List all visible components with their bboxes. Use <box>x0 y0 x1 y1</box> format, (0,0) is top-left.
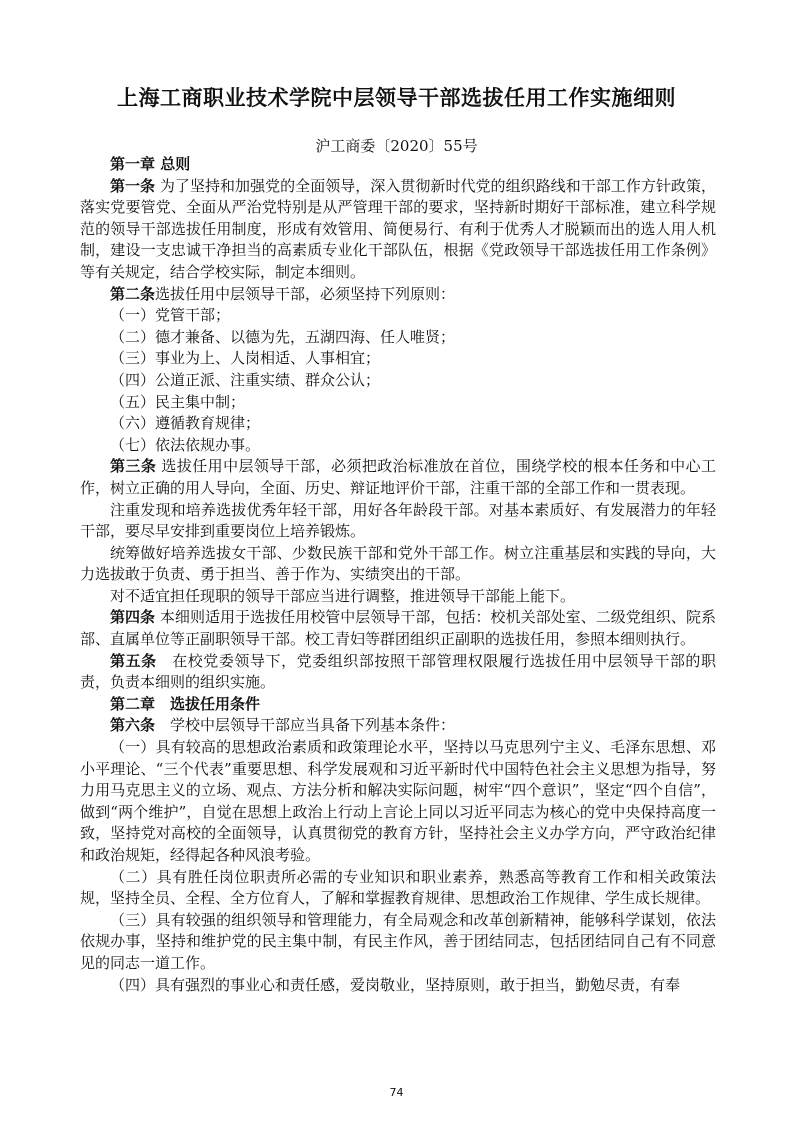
condition-item: （三）具有较强的组织领导和管理能力，有全局观念和改革创新精神，能够科学谋划，依法依规办事，坚持和维护党的民主集中制，有民主作风，善于团结同志，包括团结同自己有不同意见的同志一道工作。 <box>80 910 716 972</box>
chapter-heading: 第二章 选拔任用条件 <box>110 694 261 713</box>
list-item: （一）党管干部； <box>110 306 231 325</box>
article-lead: 第三条 <box>110 457 157 476</box>
page-number: 74 <box>389 1086 404 1099</box>
list-item: （二）德才兼备、以德为先，五湖四海、任人唯贤； <box>110 327 456 346</box>
list-item: （五）民主集中制； <box>110 392 246 411</box>
document-body <box>80 154 716 996</box>
list-item: （四）公道正派、注重实绩、群众公认； <box>110 370 381 389</box>
article-lead: 第四条 <box>110 608 156 627</box>
article-lead: 第六条 <box>110 716 156 735</box>
document-title: 上海工商职业技术学院中层领导干部选拔任用工作实施细则 <box>117 86 676 110</box>
article-lead: 第五条 <box>110 651 157 670</box>
list-item: （六）遵循教育规律； <box>110 414 261 433</box>
condition-item: （四）具有强烈的事业心和责任感，爱岗敬业，坚持原则，敢于担当，勤勉尽责，有奉 <box>110 975 681 994</box>
article-3 <box>80 456 716 499</box>
paragraph: 注重发现和培养选拔优秀年轻干部，用好各年龄段干部。对基本素质好、有发展潜力的年轻干部，要尽早安排到重要岗位上培养锻炼。 <box>80 500 716 541</box>
chapter-heading: 第一章 总则 <box>110 155 191 173</box>
article-text: 选拔任用中层领导干部，必须坚持下列原则： <box>155 284 456 303</box>
article-text: 学校中层领导干部应当具备下列基本条件： <box>155 716 456 735</box>
article-text: 选拔任用中层领导干部，必须把政治标准放在首位，围绕学校的根本任务和中心工作，树立正确的用人导向，全面、历史、辩证地评价干部，注重干部的全部工作和一贯表现。 <box>80 457 716 497</box>
condition-item: （一）具有较高的思想政治素质和政策理论水平，坚持以马克思列宁主义、毛泽东思想、邓小平理论、“三个代表”重要思想、科学发展观和习近平新时代中国特色社会主义思想为指导，努力用马克思主义的立场、观点、方法分析和解决实际问题，树牢“四个意识”，坚定“四个自信”，做到“两个维护”，自觉在思想上政治上行动上言论上同以习近平同志为核心的党中央保持高度一致，坚持党对高校的全面领导，认真贯彻党的教育方针，坚持社会主义办学方向，严守政治纪律和政治规矩，经得起各种风浪考验。 <box>80 738 716 864</box>
article-4 <box>80 607 716 650</box>
paragraph: 对不适宜担任现职的领导干部应当进行调整，推进领导干部能上能下。 <box>110 586 576 605</box>
article-lead: 第二条 <box>110 284 156 303</box>
article-1 <box>80 176 716 284</box>
paragraph: 统筹做好培养选拔女干部、少数民族干部和党外干部工作。树立注重基层和实践的导向，大力选拔敢于负责、勇于担当、善于作为、实绩突出的干部。 <box>80 543 716 584</box>
article-text: 在校党委领导下，党委组织部按照干部管理权限履行选拔任用中层领导干部的职责，负责本细则的组织实施。 <box>80 651 716 692</box>
list-item: （七）依法依规办事。 <box>110 435 261 454</box>
article-6 <box>80 715 716 737</box>
article-text: 为了坚持和加强党的全面领导，深入贯彻新时代党的组织路线和干部工作方针政策，落实党要管党、全面从严治党特别是从严管理干部的要求，坚持新时期好干部标准，建立科学规范的领导干部选拔任用制度，形成有效管用、简便易行、有利于优秀人才脱颖而出的选人用人机制，建设一支忠诚干净担当的高素质专业化干部队伍，根据《党政领导干部选拔任用工作条例》等有关规定，结合学校实际，制定本细则。 <box>80 176 716 281</box>
list-item: （三）事业为上、人岗相适、人事相宜； <box>110 349 381 368</box>
article-5 <box>80 651 716 694</box>
article-lead: 第一条 <box>110 176 156 195</box>
document-number: 沪工商委〔2020〕55号 <box>315 137 478 155</box>
article-text: 本细则适用于选拔任用校管中层领导干部，包括：校机关部处室、二级党组织、院系部、直属单位等正副职领导干部。校工青妇等群团组织正副职的选拔任用，参照本细则执行。 <box>80 608 716 649</box>
condition-item: （二）具有胜任岗位职责所必需的专业知识和职业素养，熟悉高等教育工作和相关政策法规，坚持全员、全程、全方位育人，了解和掌握教育规律、思想政治工作规律、学生成长规律。 <box>80 867 716 908</box>
article-2 <box>80 284 716 306</box>
